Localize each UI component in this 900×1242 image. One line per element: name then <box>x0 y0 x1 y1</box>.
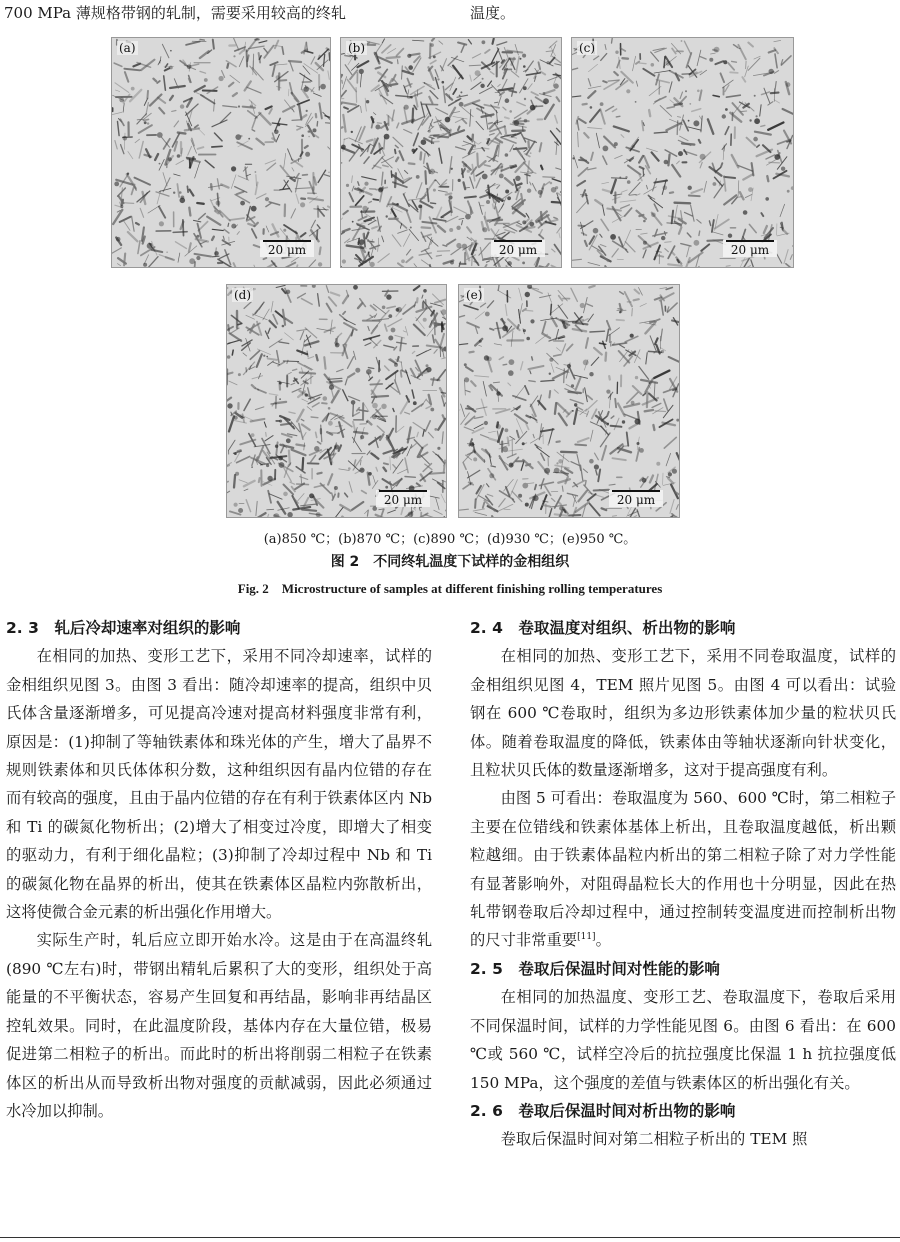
scale-label: 20 μm <box>498 243 538 257</box>
panel-label: (b) <box>348 41 366 55</box>
figure-conditions: (a)850 ℃；(b)870 ℃；(c)890 ℃；(d)930 ℃；(e)950 ℃。 <box>263 532 637 547</box>
top-text-right: 温度。 <box>470 4 516 22</box>
scale-label: 20 μm <box>616 493 656 507</box>
paragraph: 在相同的加热、变形工艺下，采用不同冷却速率，试样的金相组织见图 3。由图 3 看出：随冷却速率的提高，组织中贝氏体含量逐渐增多，可见提高冷速对提高材料强度非常有利，原因是：(1)抑制了等轴铁素体和珠光体的产生，增大了晶界不规则铁素体和贝氏体体积分数，这种组织因有晶内位错的存在而有较高的强度，且由于晶内位错的存在有利于铁素体区内 Nb 和 Ti 的碳氮化物析出；(2)增大了相变过冷度，即增大了相变的驱动力，有利于细化晶粒；(3)抑制了冷却过程中 Nb 和 Ti 的碳氮化物在晶界的析出，使其在铁素体区晶粒内弥散析出，这将使微合金元素的析出强化作用增大。 <box>6 647 432 922</box>
paragraph <box>470 784 896 954</box>
micrograph-b <box>340 37 562 268</box>
section-heading-2-3: 2. 3 轧后冷却速率对组织的影响 <box>6 619 241 637</box>
micrograph-texture <box>341 38 561 267</box>
micrograph-texture <box>572 38 793 267</box>
scale-bar <box>491 240 545 257</box>
figure-caption-zh: 图 2 不同终轧温度下试样的金相组织 <box>330 554 570 570</box>
micrograph-d <box>226 284 447 518</box>
micrograph-texture <box>459 285 679 517</box>
micrograph-a <box>111 37 331 268</box>
section-heading-2-5: 2. 5 卷取后保温时间对性能的影响 <box>470 959 720 978</box>
paragraph: 在相同的加热温度、变形工艺、卷取温度下，卷取后采用不同保温时间，试样的力学性能见图 6。由图 6 看出：在 600 ℃或 560 ℃，试样空冷后的抗拉强度比保温 1 h 抗拉强度低 150 MPa，这个强度的差值与铁素体区的析出强化有关。 <box>470 988 896 1092</box>
scale-label: 20 μm <box>383 493 423 507</box>
paragraph-end: 。 <box>595 931 611 950</box>
section-heading-2-4: 2. 4 卷取温度对组织、析出物的影响 <box>470 619 736 637</box>
scale-label: 20 μm <box>730 243 770 257</box>
scale-label: 20 μm <box>267 243 307 257</box>
section-heading-2-6: 2. 6 卷取后保温时间对析出物的影响 <box>470 1101 736 1120</box>
micrograph-texture <box>227 285 446 517</box>
paragraph-text: 由图 5 可看出：卷取温度为 560、600 ℃时，第二相粒子主要在位错线和铁素体基体上析出，且卷取温度越低，析出颗粒越细。由于铁素体晶粒内析出的第二相粒子除了对力学性能有显著影响外，对阻碍晶粒长大的作用也十分明显，因此在热轧带钢卷取后冷却过程中，通过控制转变温度进而控制析出物的尺寸非常重要 <box>470 789 896 950</box>
panel-label: (c) <box>579 41 596 55</box>
micrograph-texture <box>112 38 330 267</box>
paragraph: 在相同的加热、变形工艺下，采用不同卷取温度，试样的金相组织见图 4，TEM 照片见图 5。由图 4 可以看出：试验钢在 600 ℃卷取时，组织为多边形铁素体加少量的粒状贝氏体。随着卷取温度的降低，铁素体由等轴状逐渐向针状变化，且粒状贝氏体的数量逐渐增多，这对于提高强度有利。 <box>470 647 896 780</box>
figure-caption-en: Fig. 2 Microstructure of samples at different finishing rolling temperatures <box>237 581 663 596</box>
micrograph-e <box>458 284 680 518</box>
scale-bar <box>723 240 777 257</box>
left-column <box>6 614 432 1125</box>
scale-bar <box>260 240 314 257</box>
citation: [11] <box>577 932 596 943</box>
micrograph-c <box>571 37 794 268</box>
paragraph: 实际生产时，轧后应立即开始水冷。这是由于在高温终轧(890 ℃左右)时，带钢出精轧后累积了大的变形，组织处于高能量的不平衡状态，容易产生回复和再结晶，影响非再结晶区控轧效果。同时，在此温度阶段，基体内存在大量位错，极易促进第二相粒子的析出。而此时的析出将削弱二相粒子在铁素体区的析出从而导致析出物对强度的贡献减弱，因此必须通过水冷加以抑制。 <box>6 931 432 1120</box>
scale-bar <box>609 490 663 507</box>
paragraph: 卷取后保温时间对第二相粒子析出的 TEM 照 <box>500 1130 808 1149</box>
right-column <box>470 614 896 1154</box>
scale-bar <box>376 490 430 507</box>
panel-label: (e) <box>466 288 483 302</box>
top-text-left: 700 MPa 薄规格带钢的轧制，需要采用较高的终轧 <box>4 4 346 22</box>
page-bottom-rule <box>0 1237 900 1238</box>
panel-label: (d) <box>234 288 252 302</box>
panel-label: (a) <box>119 41 136 55</box>
